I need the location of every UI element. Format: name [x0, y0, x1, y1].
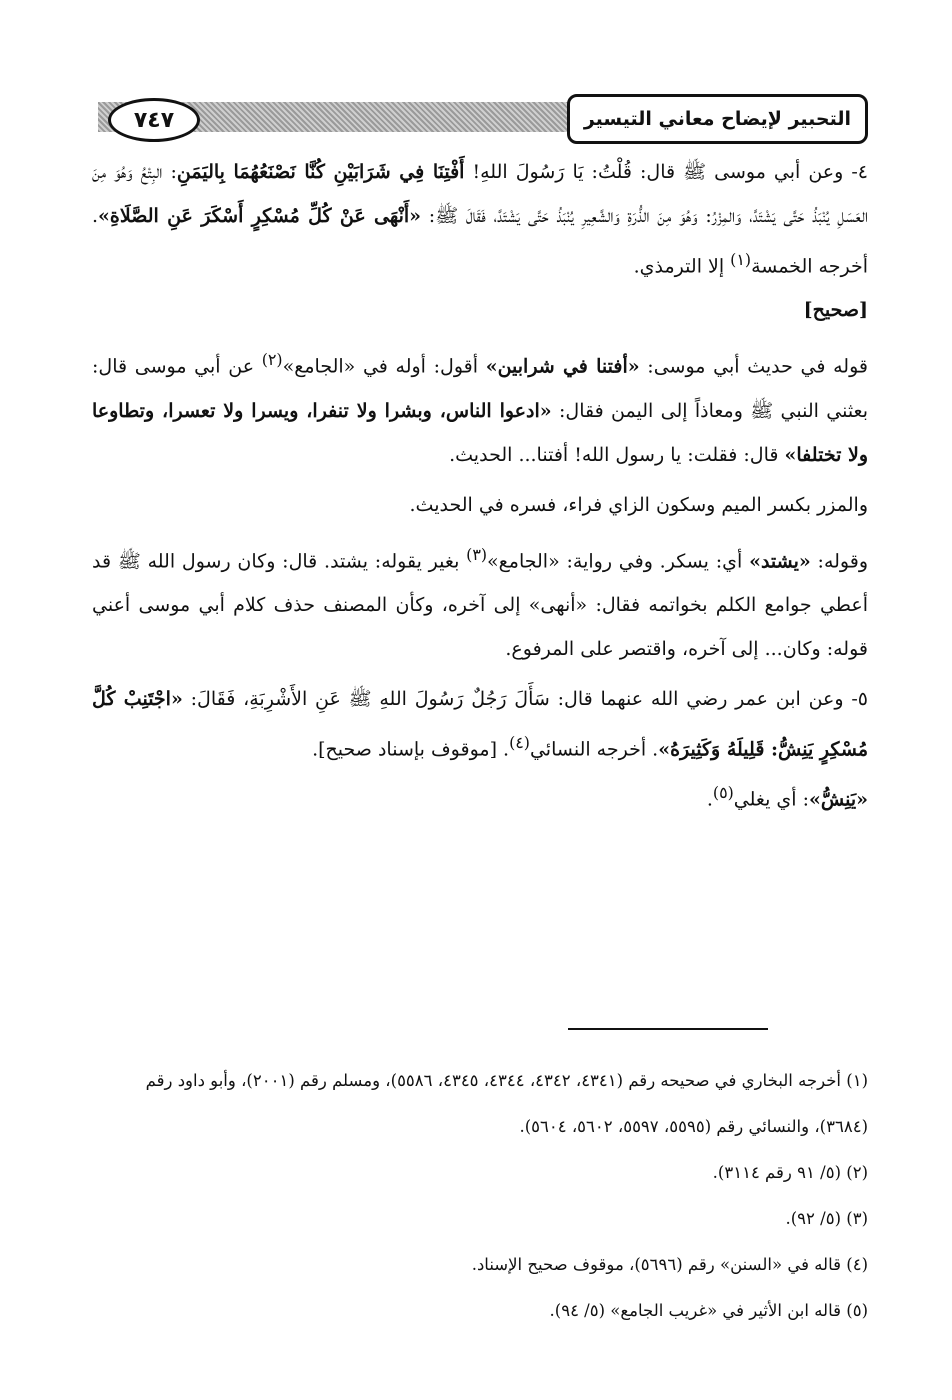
page-header — [98, 92, 868, 144]
footnote-ref-3: (٣) — [466, 544, 488, 564]
p3-text-a: وقوله: — [810, 549, 869, 572]
footnote-4: (٤) قاله في «السنن» رقم (٥٦٩٦)، موقوف صحيح الإسناد. — [471, 1255, 868, 1274]
hadith-5-prophetic-saying: «اجْتَنِبْ كُلَّ مُسْكِرٍ يَنِشُّ: قَلِيلَهُ وَكَثِيرَهُ» — [92, 687, 868, 761]
footnote-ref-2: (٢) — [261, 350, 283, 370]
hadith-4-source: . أخرجه الخمسة — [92, 205, 868, 278]
hadith-4-lead: ٤- وعن أبي موسى ﷺ قال: قُلْتُ: يَا رَسُولَ اللهِ! — [464, 161, 868, 183]
footnotes — [92, 1058, 868, 1334]
footnote-ref-4: (٤) — [509, 732, 530, 752]
hadith-4-prophetic-saying: «أَنْهَى عَنْ كُلِّ مُسْكِرٍ أَسْكَرَ عَنِ الصَّلَاةِ» — [98, 205, 422, 227]
footnote-ref-5: (٥) — [712, 783, 734, 803]
main-text — [92, 150, 868, 822]
word-definition — [92, 771, 868, 821]
footnote-3: (٣) (٥/ ٩٢). — [785, 1209, 868, 1228]
p3-text-c: أي: يسكر. وفي رواية: «الجامع» — [487, 549, 750, 572]
book-title: التحبير لإيضاح معاني التيسير — [567, 94, 868, 144]
hadith-5-lead: ٥- وعن ابن عمر رضي الله عنهما قال: سَأَلَ رَجُلٌ رَسُولَ اللهِ ﷺ عَنِ الأَشْرِبَةِ، فَقَالَ: — [182, 687, 868, 710]
hadith-5-source: . أخرجه النسائي — [529, 738, 659, 761]
commentary-paragraph-1 — [92, 338, 868, 476]
p1-text-c: أقول: أوله في «الجامع» — [282, 355, 486, 378]
footnote-2: (٢) (٥/ ٩١ رقم ٣١١٤). — [712, 1163, 868, 1182]
footnote-1: (١) أخرجه البخاري في صحيحه رقم (٤٣٤١، ٤٣٤٢، ٤٣٤٤، ٤٣٤٥، ٥٥٨٦)، ومسلم رقم (٢٠٠١)، وأبو داود رقم (٣٦٨٤)، والنسائي رقم (٥٥٩٥، ٥٥٩٧، ٥٦٠٢، ٥٦٠٤). — [145, 1071, 868, 1136]
footnote-divider — [568, 1028, 768, 1030]
p1-text-d: عن أبي موسى قال: بعثني النبي ﷺ ومعاذاً إلى اليمن فقال: — [92, 355, 869, 422]
p1-prophetic-saying: «ادعوا الناس، وبشرا ولا تنفرا، ويسرا ولا تعسرا، وتطاوعا ولا تختلفا» — [92, 399, 868, 466]
definition-text: : أي يغلي — [733, 788, 809, 811]
defined-word: «يَنِشُّ» — [809, 788, 868, 811]
p3-text-d: بغير يقوله: يشتد. قال: وكان رسول الله ﷺ قد أعطي جوامع الكلم بخواتمه فقال: «أنهى» إلى آخره، وكأن المصنف حذف كلام أبي موسى أعني قوله: وكان... إلى آخره، واقتصر على المرفوع. — [92, 549, 868, 660]
p1-text-a: قوله في حديث أبي موسى: — [639, 355, 868, 378]
hadith-5 — [92, 677, 868, 771]
commentary-paragraph-3 — [92, 533, 868, 671]
definition-end: . — [706, 788, 713, 811]
hadith-4-source-end: إلا الترمذي. — [633, 255, 731, 278]
footnote-5: (٥) قاله ابن الأثير في «غريب الجامع» (٥/ ٩٤). — [549, 1301, 868, 1320]
commentary-paragraph-2: والمزر بكسر الميم وسكون الزاي فراء، فسره في الحديث. — [409, 493, 868, 516]
hadith-5-grade: . [موقوف بإسناد صحيح]. — [312, 738, 510, 761]
hadith-4 — [92, 150, 868, 332]
p1-text-f: قال: فقلت: يا رسول الله! أفتنا... الحديث. — [449, 443, 785, 466]
footnote-ref-1: (١) — [730, 250, 752, 269]
hadith-4-grade: [صحيح] — [803, 299, 868, 322]
page-number: ٧٤٧ — [108, 98, 200, 142]
p1-quote: «أفتنا في شرابين» — [485, 355, 640, 378]
hadith-4-question: أَفْتِنَا فِي شَرَابَيْنِ كُنَّا نَصْنَعُهُمَا بِاليَمَنِ — [176, 161, 465, 183]
hadith-4-text: : البِتْعُ وَهُوَ مِنَ العَسَلِ يُنْبَذُ حَتَّى يَشْتَدَّ، وَالمِزْرُ: وَهُوَ مِنَ الذُّرَةِ وَالشَّعِيرِ يُنْبَذُ حَتَّى يَشْتَدَّ، فَقَالَ ﷺ: — [92, 161, 868, 227]
p3-quote: «يشتد» — [749, 549, 811, 572]
